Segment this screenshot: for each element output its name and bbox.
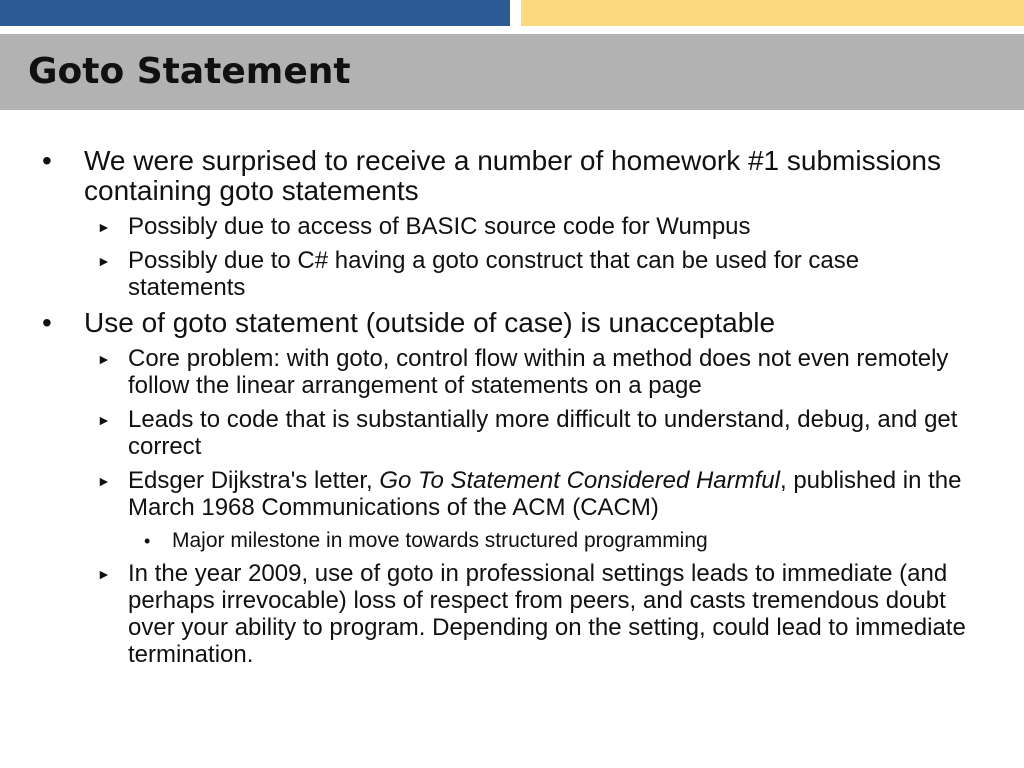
slide-title: Goto Statement (28, 51, 351, 92)
bullet-item-homework (0, 146, 1024, 206)
sub-bullet-item-csharp (0, 247, 1024, 301)
sub-bullet-item-dijkstra (0, 467, 1024, 521)
top-accent-bar-blue (0, 0, 510, 26)
sub-bullet-item-basic (0, 213, 1024, 240)
bullet-text: Use of goto statement (outside of case) is unacceptable (84, 307, 776, 338)
sub-bullet-text: Core problem: with goto, control flow within a method does not even remotely follow the linear arrangement of statements on a page (128, 345, 949, 399)
triangle-bullet-icon: ► (97, 253, 111, 269)
triangle-bullet-icon: ► (97, 566, 111, 582)
sub-sub-bullet-item-milestone (0, 528, 1024, 554)
sub-bullet-item-core-problem (0, 345, 1024, 399)
sub-bullet-text: Possibly due to access of BASIC source code for Wumpus (128, 213, 751, 240)
sub-bullet-text-after: , published in the March 1968 Communications of the ACM (CACM) (128, 467, 962, 521)
sub-bullet-text: In the year 2009, use of goto in professional settings leads to immediate (and perhaps irrevocable) loss of respect from peers, and casts tremendous doubt over your ability to program. Depending on the setting, could lead to immediate termination. (128, 560, 966, 668)
bullet-dot-icon: • (42, 145, 52, 176)
triangle-bullet-icon: ► (97, 473, 111, 489)
triangle-bullet-icon: ► (97, 351, 111, 367)
sub-sub-bullet-text: Major milestone in move towards structured programming (172, 529, 708, 552)
bullet-text: We were surprised to receive a number of homework #1 submissions containing goto statements (84, 145, 941, 206)
bullet-dot-icon: • (144, 531, 151, 551)
bullet-item-unacceptable (0, 308, 1024, 338)
sub-bullet-text-before: Edsger Dijkstra's letter, (128, 467, 380, 494)
sub-bullet-text: Possibly due to C# having a goto construct that can be used for case statements (128, 247, 860, 301)
sub-bullet-item-year-2009 (0, 560, 1024, 668)
bullet-dot-icon: • (42, 307, 52, 338)
slide-content (0, 146, 1024, 675)
triangle-bullet-icon: ► (97, 412, 111, 428)
letter-title: Go To Statement Considered Harmful (379, 467, 780, 494)
sub-bullet-item-difficult (0, 406, 1024, 460)
sub-bullet-text: Leads to code that is substantially more difficult to understand, debug, and get correct (128, 406, 958, 460)
bullet-list (0, 146, 1024, 668)
top-accent-bar-yellow (521, 0, 1024, 26)
triangle-bullet-icon: ► (97, 219, 111, 235)
